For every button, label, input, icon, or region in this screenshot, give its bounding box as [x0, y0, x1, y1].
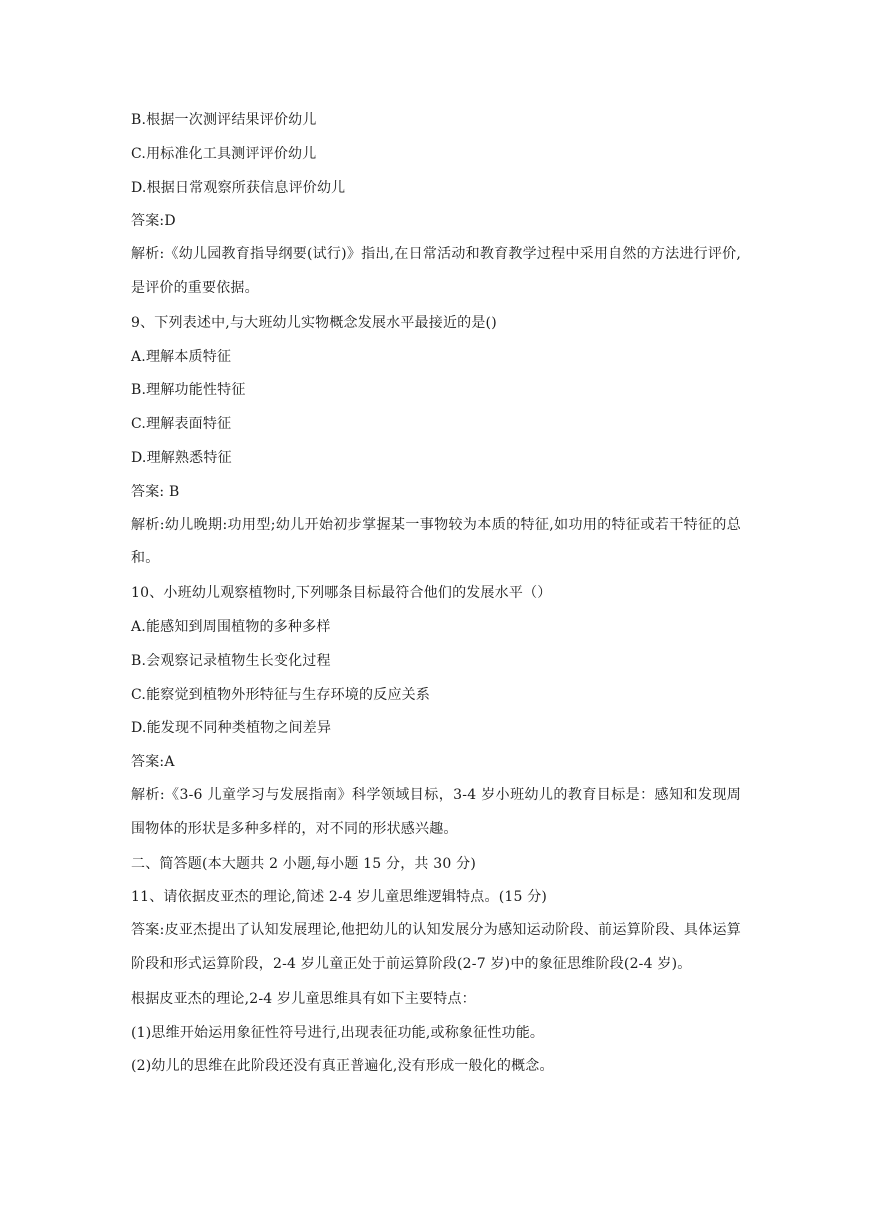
document-page: [131, 110, 741, 1090]
q8-option-d: D.根据日常观察所获信息评价幼儿: [131, 179, 346, 196]
q9-option-d: D.理解熟悉特征: [131, 449, 232, 466]
q11-point-1: (1)思维开始运用象征性符号进行,出现表征功能,或称象征性功能。: [131, 1024, 545, 1041]
q11-intro: 根据皮亚杰的理论,2-4 岁儿童思维具有如下主要特点：: [131, 990, 476, 1007]
q10-answer: 答案:A: [131, 754, 175, 771]
q11-point-2: (2)幼儿的思维在此阶段还没有真正普遍化,没有形成一般化的概念。: [131, 1058, 554, 1075]
q10-analysis: 解析:《3-6 儿童学习与发展指南》科学领域目标，3-4 岁小班幼儿的教育目标是：感知和发现周围物体的形状是多种多样的，对不同的形状感兴趣。: [131, 787, 741, 837]
q9-option-b: B.理解功能性特征: [131, 382, 246, 399]
q8-option-c: C.用标准化工具测评评价幼儿: [131, 145, 317, 162]
q10-option-a: A.能感知到周围植物的多种多样: [131, 618, 331, 635]
q8-answer: 答案:D: [131, 213, 176, 230]
q9-question: 9、下列表述中,与大班幼儿实物概念发展水平最接近的是(): [131, 314, 497, 331]
q9-answer: 答案: B: [131, 483, 180, 500]
q11-answer: 答案:皮亚杰提出了认知发展理论,他把幼儿的认知发展分为感知运动阶段、前运算阶段、具体运算阶段和形式运算阶段，2-4 岁儿童正处于前运算阶段(2-7 岁)中的象征思维阶段(2-4 岁)。: [131, 922, 741, 973]
q9-option-a: A.理解本质特征: [131, 348, 232, 365]
q9-analysis: 解析:幼儿晚期:功用型;幼儿开始初步掌握某一事物较为本质的特征,如功用的特征或若干特征的总和。: [131, 516, 741, 567]
q10-question: 10、小班幼儿观察植物时,下列哪条目标最符合他们的发展水平（）: [131, 585, 552, 602]
q10-option-b: B.会观察记录植物生长变化过程: [131, 652, 331, 669]
q8-analysis: 解析:《幼儿园教育指导纲要(试行)》指出,在日常活动和教育教学过程中采用自然的方法进行评价,是评价的重要依据。: [131, 246, 741, 297]
q10-option-c: C.能察觉到植物外形特征与生存环境的反应关系: [131, 686, 431, 703]
q11-question: 11、请依据皮亚杰的理论,简述 2-4 岁儿童思维逻辑特点。(15 分): [131, 889, 548, 906]
q10-option-d: D.能发现不同种类植物之间差异: [131, 720, 332, 737]
section-heading: 二、简答题(本大题共 2 小题,每小题 15 分，共 30 分): [131, 855, 477, 872]
q8-option-b: B.根据一次测评结果评价幼儿: [131, 112, 317, 128]
q9-option-c: C.理解表面特征: [131, 416, 232, 433]
